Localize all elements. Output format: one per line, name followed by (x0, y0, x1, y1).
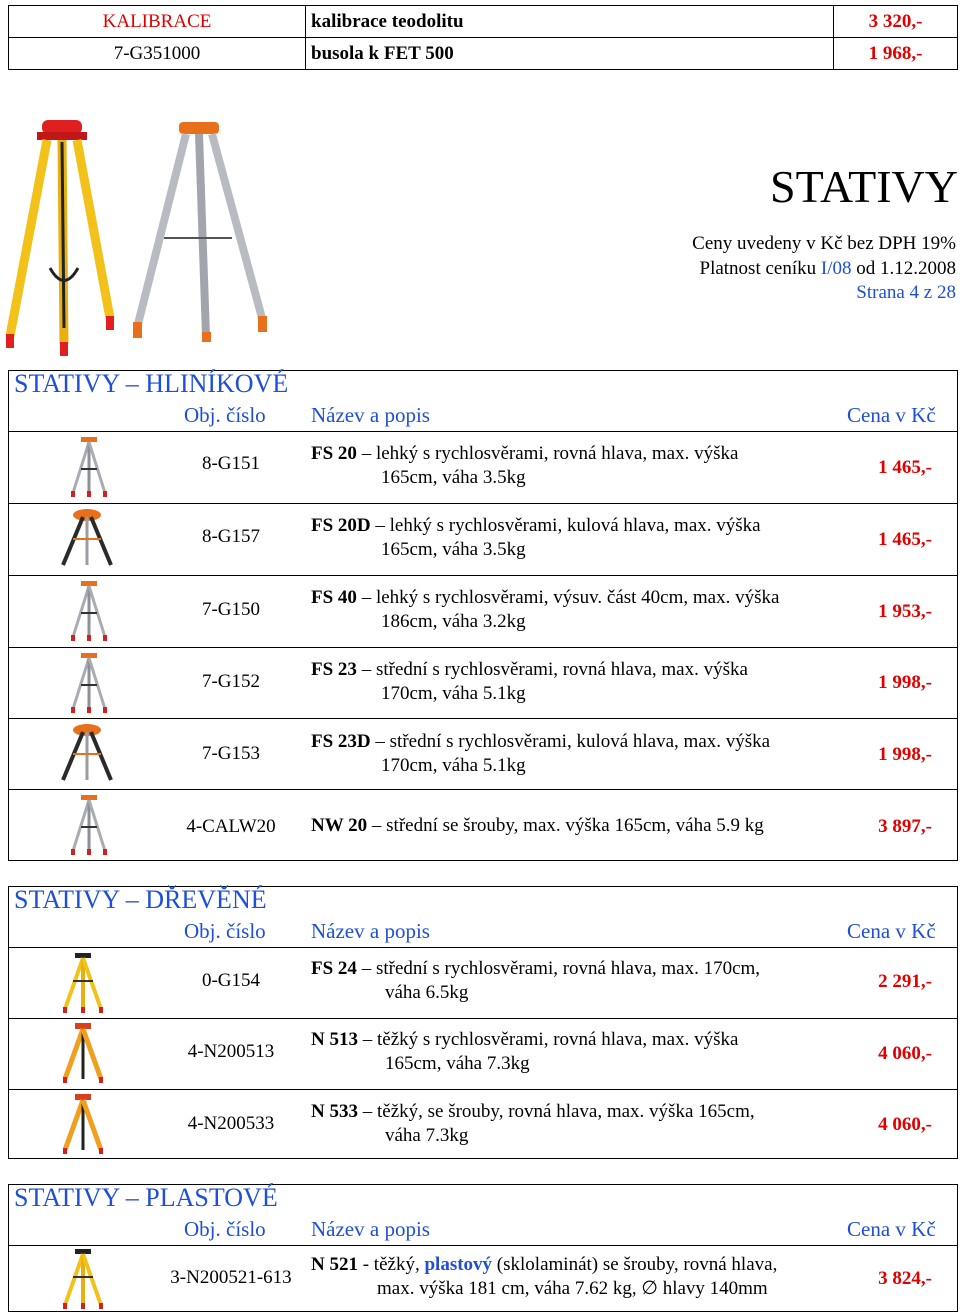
product-code: 8-G151 (201, 453, 261, 474)
column-header-name: Název a popis (311, 403, 430, 427)
product-code: 7-G153 (201, 743, 261, 764)
product-description: FS 23D – střední s rychlosvěrami, kulová hlava, max. výška 170cm, váha 5.1kg (311, 731, 771, 776)
material-highlight: plastový (424, 1254, 493, 1275)
tripod-thumbnail (59, 651, 119, 713)
product-price: 1 998,- (878, 672, 932, 693)
model-name: FS 23D (311, 731, 371, 752)
validity-code: I/08 (820, 258, 852, 279)
section-title: STATIVY – PLASTOVÉ (14, 1183, 278, 1212)
product-description: FS 23 – střední s rychlosvěrami, rovná hlava, max. výška 170cm, váha 5.1kg (311, 659, 748, 704)
description-part: (sklolaminát) se šrouby, rovná hlava, (496, 1254, 778, 1275)
model-name: NW 20 (311, 815, 368, 836)
tripod-thumbnail (59, 793, 119, 855)
column-header-code: Obj. číslo (184, 1217, 266, 1241)
product-code: 7-G351000 (9, 38, 306, 70)
description-part: hlavy 140mm (662, 1278, 768, 1299)
product-code: 3-N200521-613 (170, 1267, 292, 1288)
product-description: NW 20 – střední se šrouby, max. výška 165cm, váha 5.9 kg (311, 815, 764, 836)
product-code: 4-CALW20 (186, 816, 276, 837)
description-line: váha 7.3kg (385, 1125, 469, 1146)
price-note: Ceny uvedeny v Kč bez DPH 19% (692, 233, 956, 254)
product-price: 1 465,- (878, 457, 932, 478)
description-line: 170cm, váha 5.1kg (381, 683, 526, 704)
tripod-photo-wood (2, 118, 122, 358)
tripod-thumbnail (53, 1021, 113, 1083)
model-name: FS 20 (311, 443, 357, 464)
product-description (311, 1253, 777, 1301)
diameter-symbol: ∅ (641, 1278, 658, 1299)
model-name: N 521 (311, 1254, 358, 1275)
product-price: 3 897,- (878, 816, 932, 837)
column-header-price: Cena v Kč (847, 919, 936, 943)
description-part: max. výška 181 cm, váha 7.62 kg, (377, 1278, 637, 1299)
model-name: FS 20D (311, 515, 371, 536)
description-line: těžký s rychlosvěrami, rovná hlava, max. výška (376, 1029, 739, 1050)
description-line: 170cm, váha 5.1kg (381, 755, 526, 776)
accessories-table (8, 5, 958, 70)
product-price: 1 953,- (878, 601, 932, 622)
description-line: lehký s rychlosvěrami, výsuv. část 40cm, max. výška (375, 587, 780, 608)
model-name: FS 23 (311, 659, 357, 680)
product-code: 8-G157 (201, 526, 261, 547)
section-wooden (8, 886, 958, 1159)
product-description: FS 24 – střední s rychlosvěrami, rovná hlava, max. 170cm, váha 6.5kg (311, 958, 761, 1003)
model-name: FS 40 (311, 587, 357, 608)
tripod-thumbnail (53, 1247, 113, 1309)
tripod-photo-aluminium (124, 118, 274, 343)
page-number: Strana 4 z 28 (856, 282, 956, 303)
product-description: N 513 – těžký s rychlosvěrami, rovná hlava, max. výška 165cm, váha 7.3kg (311, 1029, 739, 1074)
product-price: 3 824,- (878, 1268, 932, 1289)
product-code: 7-G152 (201, 671, 261, 692)
product-code: 4-N200513 (187, 1041, 275, 1062)
product-price: 4 060,- (878, 1043, 932, 1064)
description-line: 165cm, váha 3.5kg (381, 467, 526, 488)
product-code: 7-G150 (201, 599, 261, 620)
description-line: střední se šrouby, max. výška 165cm, váha 5.9 kg (386, 815, 764, 836)
column-header-price: Cena v Kč (847, 403, 936, 427)
model-name: N 513 (311, 1029, 358, 1050)
section-plastic (8, 1184, 958, 1312)
product-name: kalibrace teodolitu (306, 6, 834, 38)
column-header-code: Obj. číslo (184, 919, 266, 943)
product-code: KALIBRACE (9, 6, 306, 38)
product-price: 2 291,- (878, 971, 932, 992)
table-row (9, 38, 958, 70)
column-header-name: Název a popis (311, 919, 430, 943)
tripod-thumbnail (53, 1092, 113, 1154)
tripod-thumbnail (57, 722, 117, 784)
product-description: N 533 – těžký, se šrouby, rovná hlava, max. výška 165cm, váha 7.3kg (311, 1101, 755, 1146)
table-row (9, 6, 958, 38)
product-name: busola k FET 500 (306, 38, 834, 70)
description-line: střední s rychlosvěrami, rovná hlava, max. výška (375, 659, 748, 680)
column-header-code: Obj. číslo (184, 403, 266, 427)
description-line: 165cm, váha 3.5kg (381, 539, 526, 560)
tripod-thumbnail (57, 507, 117, 569)
product-description: FS 20 – lehký s rychlosvěrami, rovná hlava, max. výška 165cm, váha 3.5kg (311, 443, 739, 488)
product-price: 3 320,- (834, 6, 958, 38)
product-description: FS 20D – lehký s rychlosvěrami, kulová hlava, max. výška 165cm, váha 3.5kg (311, 515, 761, 560)
description-line: střední s rychlosvěrami, kulová hlava, max. výška (389, 731, 771, 752)
tripod-thumbnail (59, 435, 119, 497)
section-title: STATIVY – DŘEVĚNÉ (14, 885, 267, 914)
section-aluminium (8, 370, 958, 861)
description-line: váha 6.5kg (385, 982, 469, 1003)
product-code: 4-N200533 (187, 1113, 275, 1134)
product-price: 1 465,- (878, 529, 932, 550)
tripod-thumbnail (53, 951, 113, 1013)
validity-suffix: od 1.12.2008 (856, 258, 956, 279)
description-line: 186cm, váha 3.2kg (381, 611, 526, 632)
validity-note (700, 258, 957, 280)
tripod-thumbnail (59, 579, 119, 641)
product-code: 0-G154 (201, 970, 261, 991)
model-name: N 533 (311, 1101, 358, 1122)
model-name: FS 24 (311, 958, 357, 979)
description-part: - těžký, (362, 1254, 420, 1275)
column-header-name: Název a popis (311, 1217, 430, 1241)
description-line: lehký s rychlosvěrami, kulová hlava, max. výška (389, 515, 761, 536)
description-line: lehký s rychlosvěrami, rovná hlava, max. výška (375, 443, 739, 464)
product-price: 1 968,- (834, 38, 958, 70)
column-header-price: Cena v Kč (847, 1217, 936, 1241)
section-title: STATIVY – HLINÍKOVÉ (14, 369, 289, 398)
page-title: STATIVY (770, 161, 958, 212)
description-line: střední s rychlosvěrami, rovná hlava, max. 170cm, (375, 958, 761, 979)
description-line: 165cm, váha 7.3kg (385, 1053, 530, 1074)
description-line: těžký, se šrouby, rovná hlava, max. výška 165cm, (376, 1101, 755, 1122)
product-price: 4 060,- (878, 1114, 932, 1135)
validity-prefix: Platnost ceníku (699, 258, 817, 279)
product-description: FS 40 – lehký s rychlosvěrami, výsuv. část 40cm, max. výška 186cm, váha 3.2kg (311, 587, 780, 632)
product-price: 1 998,- (878, 744, 932, 765)
